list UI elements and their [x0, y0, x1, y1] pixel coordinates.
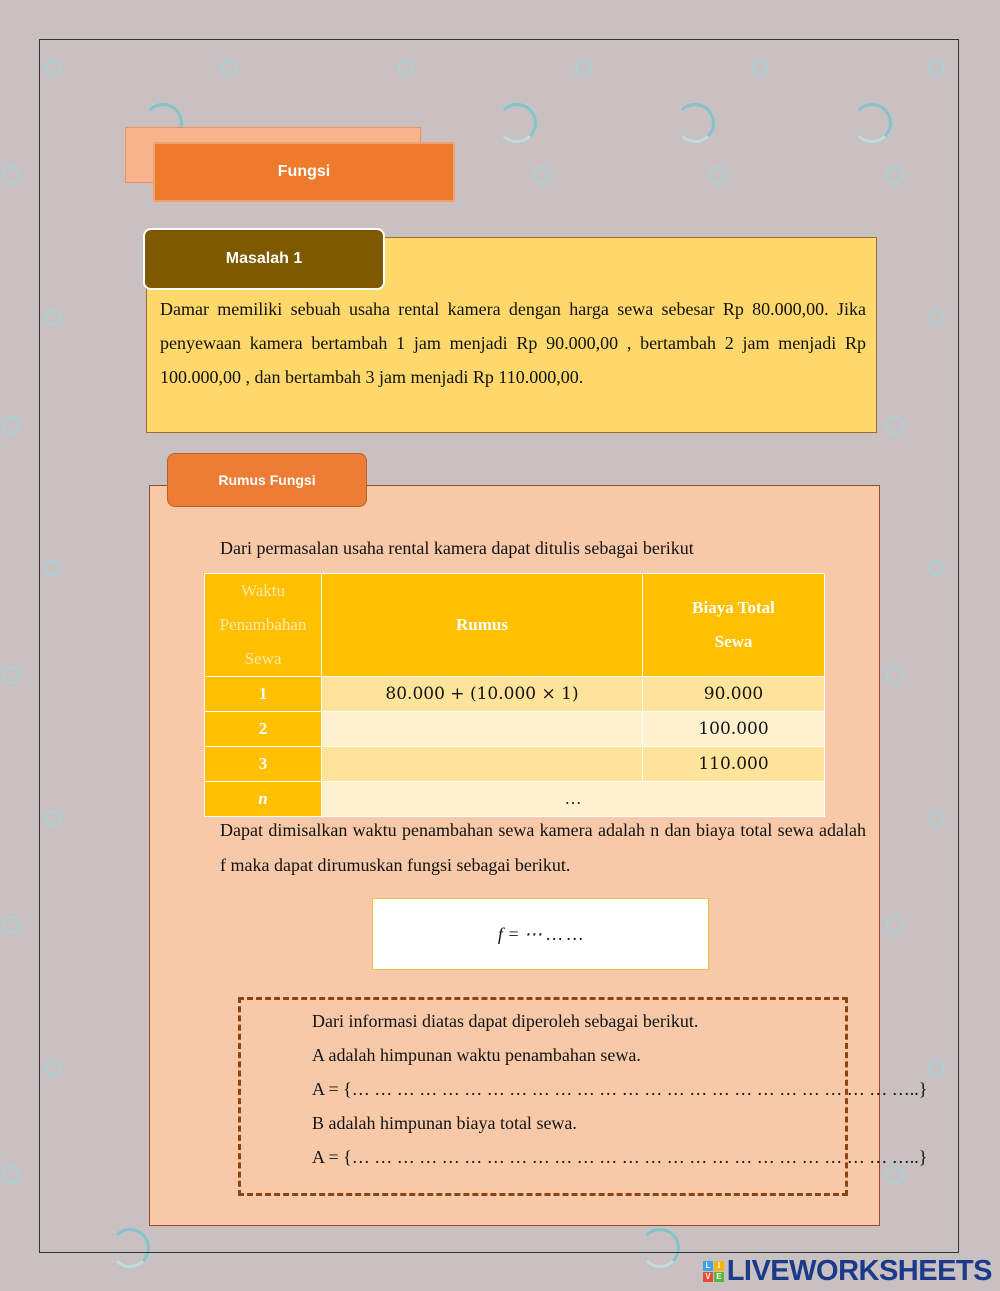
formula-answer-box[interactable]: f = ⋯ … …	[372, 898, 709, 970]
info-lines	[312, 1004, 927, 1174]
rumus-cell[interactable]: …	[322, 782, 825, 817]
table-row	[205, 677, 825, 712]
set-a-answer[interactable]: A = {… … … … … … … … … … … … … … … … … … … … … … … … …..}	[312, 1079, 928, 1099]
masalah-tab: Masalah 1	[143, 228, 385, 290]
info-line: A adalah himpunan waktu penambahan sewa.	[312, 1045, 641, 1065]
logo-text: LIVEWORKSHEETS	[726, 1255, 992, 1287]
logo-grid-icon: L I V E	[703, 1261, 724, 1282]
info-line: B adalah himpunan biaya total sewa.	[312, 1113, 577, 1133]
rumus-cell[interactable]	[322, 747, 643, 782]
rumus-table	[204, 573, 825, 817]
header-biaya: Biaya Total Sewa	[643, 574, 825, 677]
bubble-icon	[2, 166, 20, 184]
page-title: Fungsi	[153, 142, 455, 202]
info-dashed-box	[238, 997, 928, 1196]
row-label: 2	[205, 712, 322, 747]
biaya-cell: 100.000	[643, 712, 825, 747]
info-line: Dari informasi diatas dapat diperoleh sebagai berikut.	[312, 1011, 699, 1031]
row-label: n	[205, 782, 322, 817]
biaya-cell: 90.000	[643, 677, 825, 712]
bubble-icon	[2, 416, 20, 434]
rumus-intro: Dari permasalan usaha rental kamera dapat ditulis sebagai berikut	[220, 538, 694, 558]
bubble-icon	[2, 1166, 20, 1184]
masalah-text: Damar memiliki sebuah usaha rental kamera dengan harga sewa sebesar Rp 80.000,00. Jika penyewaan kamera bertambah 1 jam menjadi Rp 90.000,00 , bertambah 2 jam menjadi Rp 100.000,00 , dan bertambah 3 jam menjadi Rp 110.000,00.	[160, 299, 866, 387]
header-rumus: Rumus	[322, 574, 643, 677]
row-label: 3	[205, 747, 322, 782]
header-waktu: Waktu Penambahan Sewa	[205, 574, 322, 677]
table-row	[205, 782, 825, 817]
table-header-row	[205, 574, 825, 677]
rumus-tab: Rumus Fungsi	[167, 453, 367, 507]
definition-paragraph: Dapat dimisalkan waktu penambahan sewa kamera adalah n dan biaya total sewa adalah f maka dapat dirumuskan fungsi sebagai berikut.	[220, 820, 866, 875]
bubble-icon	[2, 666, 20, 684]
bubble-icon	[2, 916, 20, 934]
liveworksheets-logo	[703, 1255, 992, 1288]
rumus-cell: 80.000 + (10.000 × 1)	[322, 677, 643, 712]
biaya-cell: 110.000	[643, 747, 825, 782]
set-b-answer[interactable]: A = {… … … … … … … … … … … … … … … … … … … … … … … … …..}	[312, 1147, 928, 1167]
table-row	[205, 747, 825, 782]
rumus-cell[interactable]	[322, 712, 643, 747]
row-label: 1	[205, 677, 322, 712]
table-row	[205, 712, 825, 747]
